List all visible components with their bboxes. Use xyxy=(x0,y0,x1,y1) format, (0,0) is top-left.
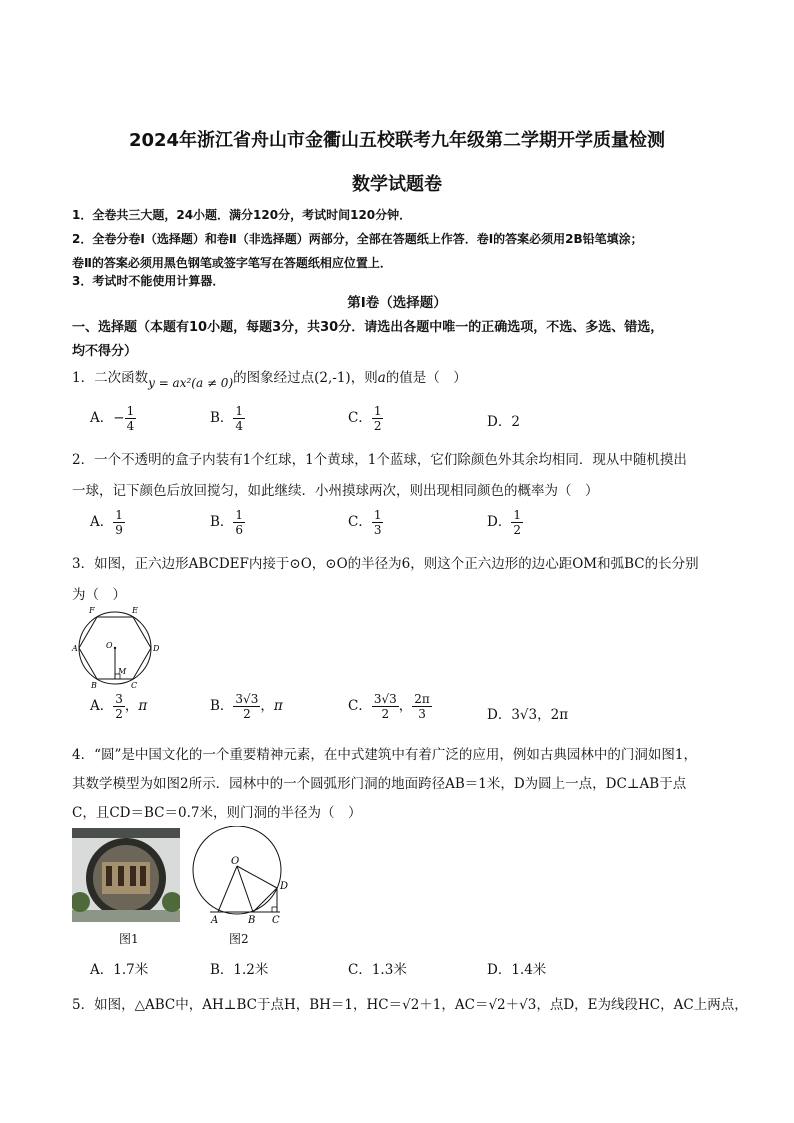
note-2-cont: 卷Ⅱ的答案必须用黑色钢笔或签字笔写在答题纸相应位置上． xyxy=(72,256,392,270)
q1-mid: 的图象经过点 xyxy=(233,370,315,386)
exam-subtitle: 数学试题卷 xyxy=(352,174,442,195)
q1-function: y = ax²(a ≠ 0) xyxy=(148,376,234,390)
right-angle-mark-c xyxy=(272,907,277,912)
label-d: D xyxy=(153,644,160,653)
label-o: O xyxy=(231,856,240,867)
q2-option-c[interactable]: C． $\frac{1}{3}$ xyxy=(348,508,382,537)
q1-option-d[interactable]: D．2 xyxy=(487,414,520,430)
note-3: 3．考试时不能使用计算器． xyxy=(72,274,225,288)
q2-option-d[interactable]: D． $\frac{1}{2}$ xyxy=(487,508,521,537)
q4-option-b[interactable]: B．1.2米 xyxy=(210,962,269,978)
hexagon-figure xyxy=(70,604,162,690)
q3-option-a[interactable]: A． $\frac{3}{2}$ ，π xyxy=(90,692,148,721)
question-4-cont2: C，且CD＝BC＝0.7米，则门洞的半径为（ ） xyxy=(72,805,362,821)
q2-option-a[interactable]: A． $\frac{1}{9}$ xyxy=(90,508,123,537)
q1-option-b[interactable]: B． $\frac{1}{4}$ xyxy=(210,404,244,433)
q1-option-c[interactable]: C． $\frac{1}{2}$ xyxy=(348,404,382,433)
label-m: M xyxy=(118,667,127,676)
q1-var: a xyxy=(377,370,386,386)
label-e: E xyxy=(132,606,138,615)
window-3 xyxy=(130,866,136,886)
question-4-cont: 其数学模型为如图2所示．园林中的一个圆弧形门洞的地面跨径AB＝1米，D为圆上一点，DC⊥AB于点 xyxy=(72,776,687,792)
question-3-cont: 为（ ） xyxy=(72,587,126,603)
q1-pre: 1．二次函数 xyxy=(72,370,149,386)
center-point xyxy=(114,647,116,649)
label-d: D xyxy=(280,881,289,892)
segment-bd xyxy=(253,888,277,912)
q4-option-d[interactable]: D．1.4米 xyxy=(487,962,547,978)
figure-1-caption: 图1 xyxy=(119,932,139,946)
exam-title: 2024年浙江省舟山市金衢山五校联考九年级第二学期开学质量检测 xyxy=(128,130,666,151)
note-2: 2．全卷分卷Ⅰ（选择题）和卷Ⅱ（非选择题）两部分，全部在答题纸上作答．卷Ⅰ的答案必须用2B铅笔填涂； xyxy=(72,232,643,246)
note-1: 1．全卷共三大题，24小题．满分120分，考试时间120分钟． xyxy=(72,208,412,222)
question-3: 3．如图，正六边形ABCDEF内接于⊙O，⊙O的半径为6，则这个正六边形的边心距OM和弧BC的长分别 xyxy=(72,556,699,572)
window-4 xyxy=(140,866,146,886)
label-a: A xyxy=(72,644,78,653)
question-5: 5．如图，△ABC中，AH⊥BC于点H，BH＝1，HC＝√2＋1，AC＝√2＋√3，点D，E为线段HC，AC上两点， xyxy=(72,997,748,1013)
q4-option-c[interactable]: C．1.3米 xyxy=(348,962,407,978)
q4-option-a[interactable]: A．1.7米 xyxy=(90,962,149,978)
q1-point: (2,-1) xyxy=(314,370,351,386)
question-1 xyxy=(72,366,467,390)
q3-option-c[interactable]: C． $\frac{3√3}{2}$ ， $\frac{2\pi}{3}$ xyxy=(348,692,430,721)
q1-option-a[interactable]: A．− $\frac{1}{4}$ xyxy=(90,404,135,433)
label-a: A xyxy=(211,915,219,926)
roof-tiles xyxy=(72,828,180,838)
label-c: C xyxy=(272,915,280,926)
circle-model-figure xyxy=(190,826,296,926)
q3-option-b[interactable]: B． $\frac{3√3}{2}$ ，π xyxy=(210,692,283,721)
window-2 xyxy=(118,866,124,886)
q1-post: ，则 xyxy=(350,370,378,386)
segment-oa xyxy=(218,866,237,912)
label-c: C xyxy=(131,681,138,690)
q3-option-d[interactable]: D．3√3，2π xyxy=(487,707,569,723)
gate-circle xyxy=(193,826,281,914)
section-title: 第Ⅰ卷（选择题） xyxy=(347,295,447,311)
figure-2-caption: 图2 xyxy=(229,932,249,946)
section-instruction-cont: 均不得分） xyxy=(72,344,138,359)
question-2-cont: 一球，记下颜色后放回搅匀，如此继续．小州摸球两次，则出现相同颜色的概率为（ ） xyxy=(72,483,599,499)
ground xyxy=(72,910,180,922)
label-b: B xyxy=(248,915,256,926)
label-f: F xyxy=(89,606,95,615)
label-b: B xyxy=(91,681,97,690)
window-1 xyxy=(106,866,112,886)
section-instruction: 一、选择题（本题有10小题，每题3分，共30分．请选出各题中唯一的正确选项，不选、多选、错选， xyxy=(72,320,664,335)
q2-option-b[interactable]: B． $\frac{1}{6}$ xyxy=(210,508,244,537)
q1-end: 的值是（ ） xyxy=(385,370,467,386)
moon-gate-photo xyxy=(72,828,180,922)
segment-ob xyxy=(237,866,253,912)
question-4: 4．“圆”是中国文化的一个重要精神元素，在中式建筑中有着广泛的应用，例如古典园林中的门洞如图1， xyxy=(72,747,697,763)
question-2: 2．一个不透明的盒子内装有1个红球，1个黄球，1个蓝球，它们除颜色外其余均相同．现从中随机摸出 xyxy=(72,452,687,468)
label-o: O xyxy=(106,641,113,650)
